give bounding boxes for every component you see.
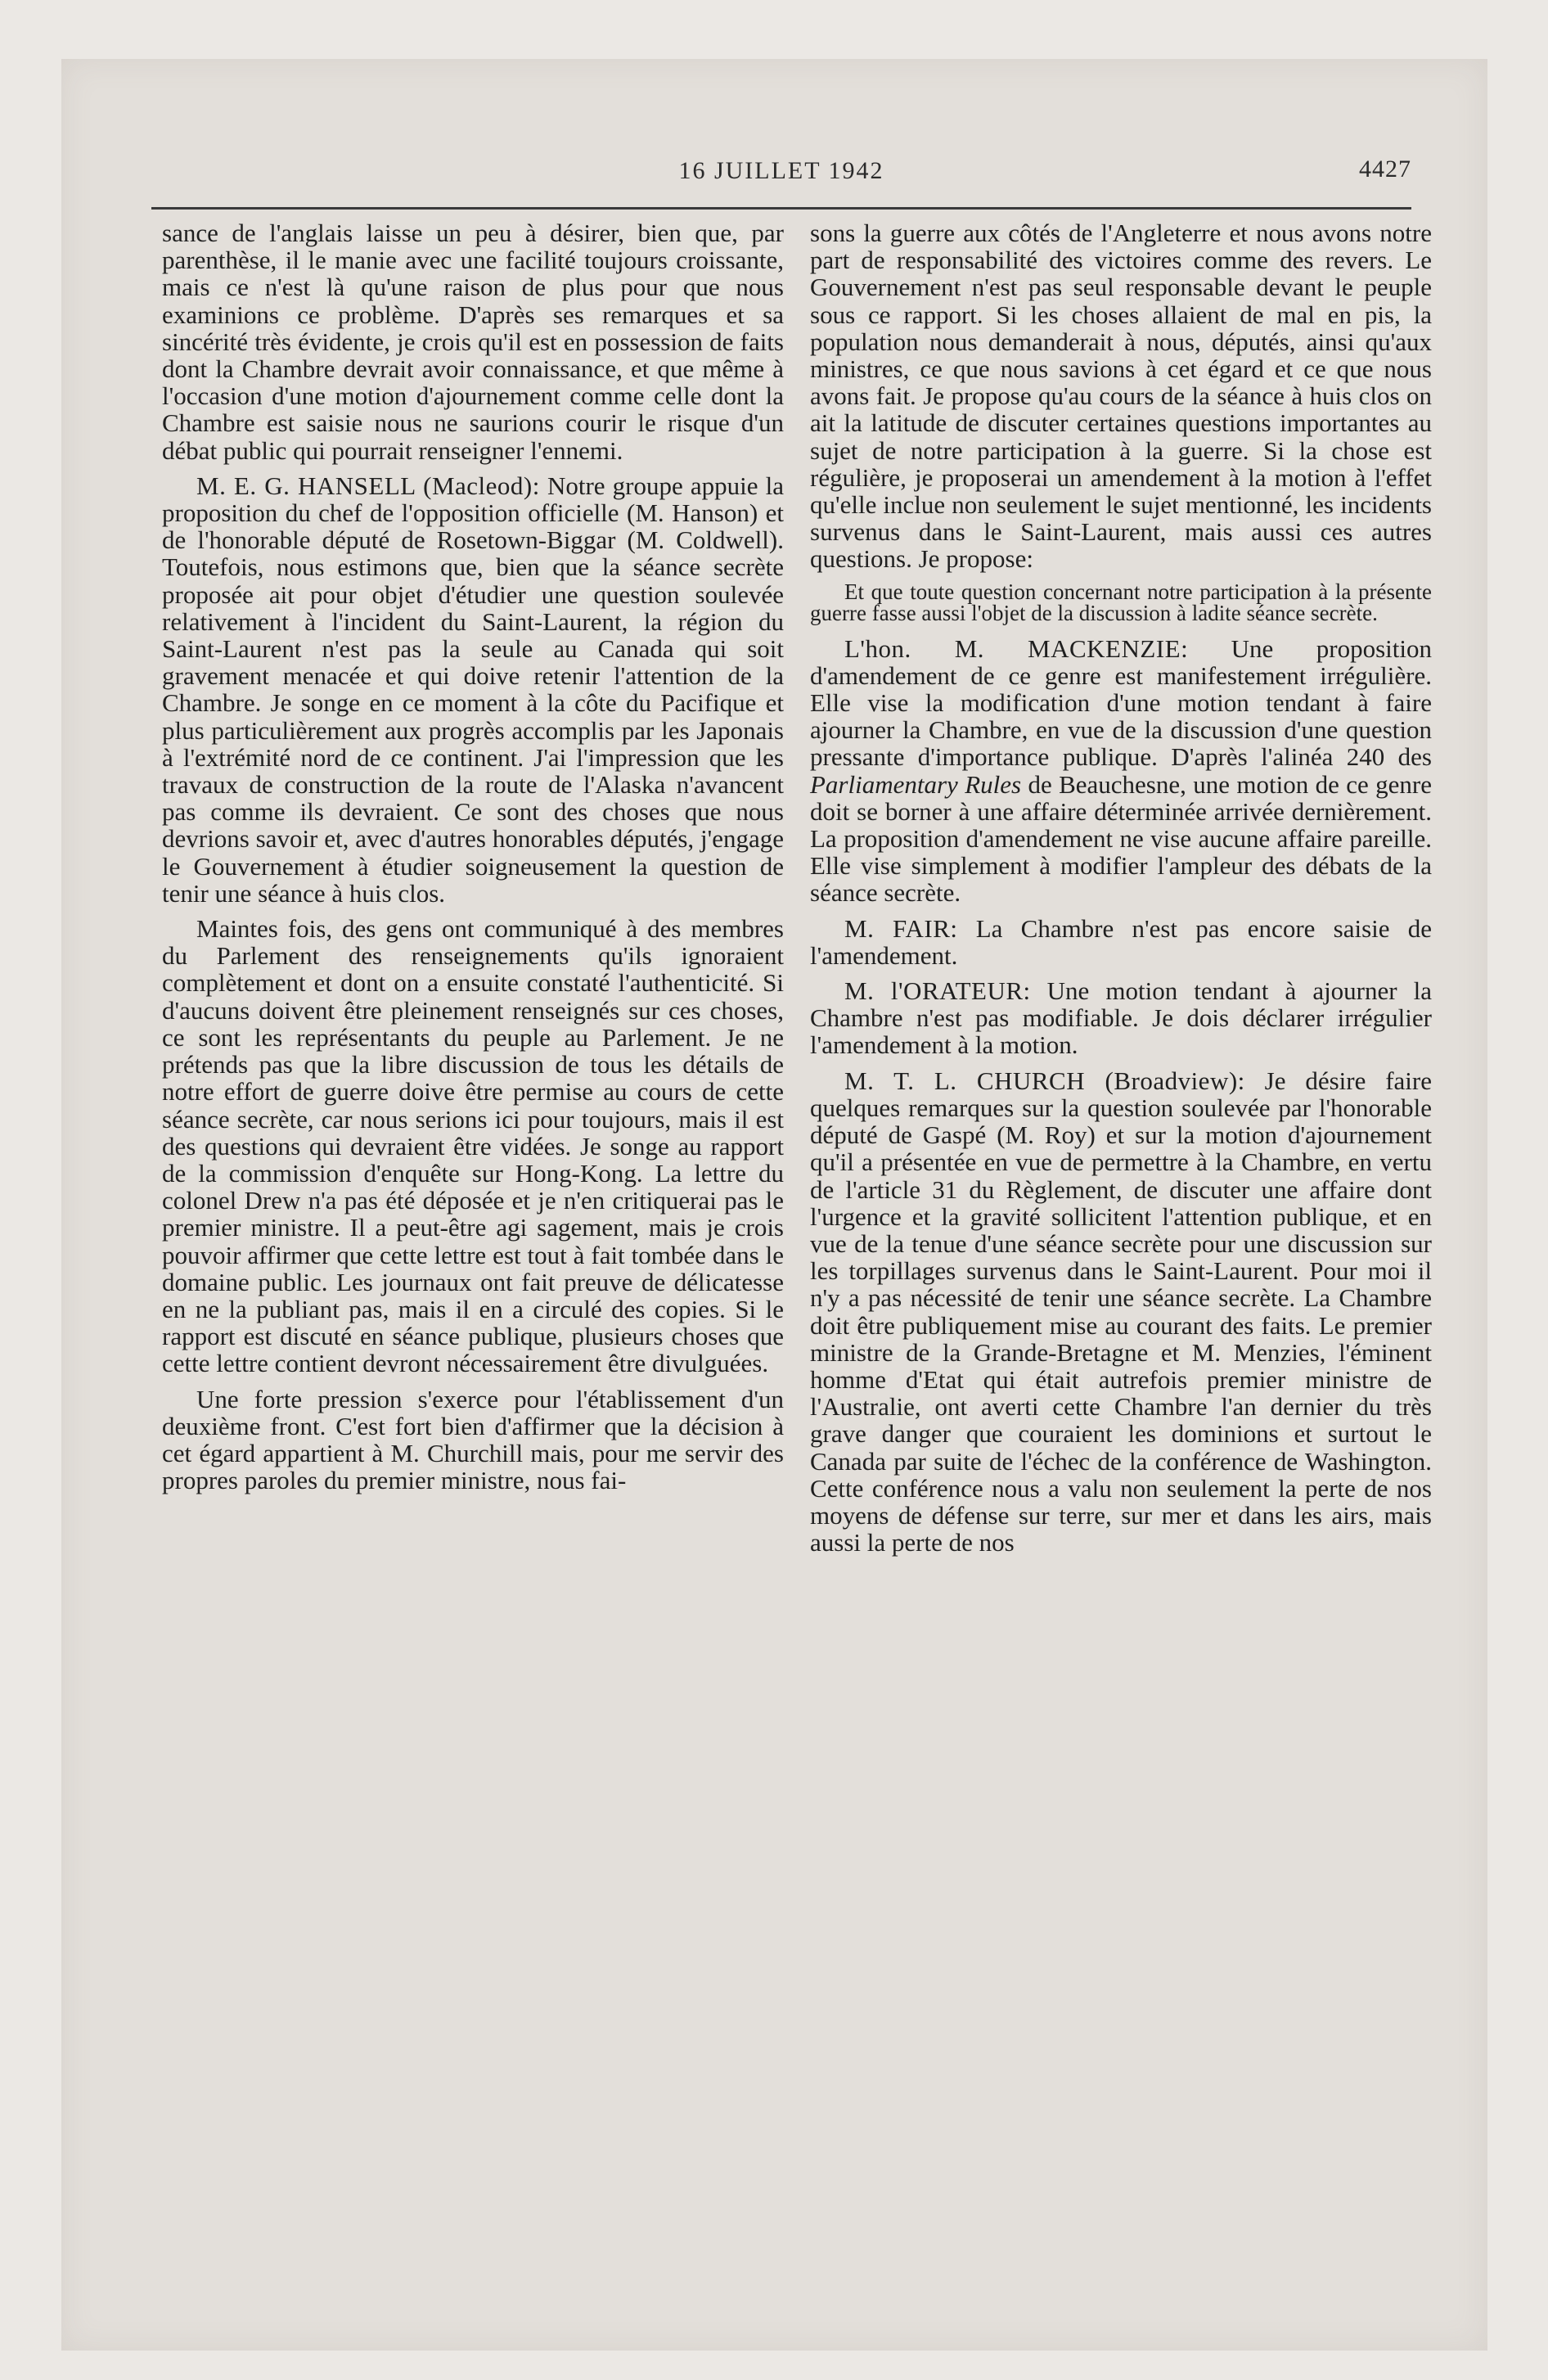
left-paragraph-2 (162, 472, 784, 907)
speaker-mackenzie: L'hon. M. MACKENZIE: (844, 633, 1189, 663)
header-rule (151, 207, 1411, 210)
left-paragraph-3: Maintes fois, des gens ont communiqué à des membres du Parlement des renseignements qu'ils ignoraient complètement et dont on a ensuite constaté l'authenticité. Si d'aucuns doivent être pleinement renseignés sur ces choses, ce sont les représentants du peuple au Parlement. Je ne prétends pas que la libre discussion de tous les détails de notre effort de guerre doive être permise au cours de cette séance secrète, car nous serions ici pour toujours, mais il est des questions qui devraient être vidées. Je songe au rapport de la commission d'enquête sur Hong-Kong. La lettre du colonel Drew n'a pas été déposée et je n'en critiquerai pas le premier ministre. Il a peut-être agi sagement, mais je crois pouvoir affirmer que cette lettre est tout à fait tombée dans le domaine public. Les journaux ont fait preuve de délicatesse en ne la publiant pas, mais il en a circulé des copies. Si le rapport est discuté en séance publique, plusieurs choses que cette lettre contient devront nécessairement être divulguées. (162, 914, 784, 1378)
fair-speech: La Chambre n'est pas encore saisie de l'amendement. (810, 913, 1432, 970)
right-paragraph-5 (810, 1067, 1432, 1557)
parliamentary-rules-title: Parliamentary Rules (810, 769, 1022, 799)
church-speech: Je désire faire quelques remarques sur la question soulevée par l'honorable député de Gaspé (M. Roy) et sur la motion d'ajournement qu'il a présentée en vue de permettre à la Chambre, en vertu de l'article 31 du Règlement, de discuter une affaire dont l'urgence et la gravité sollicitent l'attention publique, et en vue de la tenue d'une séance secrète pour une discussion sur les torpillages survenus dans le Saint-Laurent. Pour moi il n'y a pas nécessité de tenir une séance secrète. La Chambre doit être publiquement mise au courant des faits. Le premier ministre de la Grande-Bretagne et M. Menzies, l'éminent homme d'Etat qui était autrefois premier ministre de l'Australie, ont averti cette Chambre l'an dernier du très grave danger que couraient les dominions et surtout le Canada par suite de l'échec de la conférence de Washington. Cette conférence nous a valu non seulement la perte de nos moyens de défense sur terre, sur mer et dans les airs, mais aussi la perte de nos (810, 1066, 1433, 1557)
orateur-speech: Une motion tendant à ajourner la Chambre n'est pas modifiable. Je dois déclarer irrégulier l'amendement à la motion. (810, 976, 1433, 1060)
right-paragraph-3 (810, 915, 1432, 969)
right-paragraph-1: sons la guerre aux côtés de l'Angleterre et nous avons notre part de responsabilité des victoires comme des revers. Le Gouvernement n'est pas seul responsable devant le peuple sous ce rapport. Si les choses allaient de mal en pis, la population nous demanderait à nous, députés, ainsi qu'aux ministres, ce que nous savions à cet égard et ce que nous avons fait. Je propose qu'au cours de la séance à huis clos on ait la latitude de discuter certaines questions importantes au sujet de notre participation à la guerre. Si la chose est régulière, je proposerai un amendement à la motion à l'effet qu'elle inclue non seulement le sujet mentionné, les incidents survenus dans le Saint-Laurent, mais aussi ces autres questions. Je propose: (810, 219, 1432, 574)
speaker-church: M. T. L. CHURCH (Broadview): (844, 1066, 1245, 1095)
right-column (810, 219, 1432, 1556)
amendment-quote: Et que toute question concernant notre participation à la présente guerre fasse aussi l'objet de la discussion à ladite séance secrète. (810, 579, 1432, 625)
right-paragraph-2 (810, 635, 1432, 907)
running-header (151, 152, 1411, 201)
speaker-hansell: M. E. G. HANSELL (Macleod): (196, 471, 540, 500)
left-paragraph-4: Une forte pression s'exerce pour l'établissement d'un deuxième front. C'est fort bien d'affirmer que la décision à cet égard appartient à M. Churchill mais, pour me servir des propres paroles du premier ministre, nous fai- (162, 1384, 784, 1495)
speaker-orateur: M. l'ORATEUR: (844, 976, 1031, 1006)
hansell-speech: Notre groupe appuie la proposition du chef de l'opposition officielle (M. Hanson) et de l'honorable député de Rosetown-Biggar (M. Coldwell). Toutefois, nous estimons que, bien que la séance secrète proposée ait pour objet d'étudier une question soulevée relativement à l'incident du Saint-Laurent, la région du Saint-Laurent n'est pas la seule au Canada qui soit gravement menacée et qui doive retenir l'attention de la Chambre. Je songe en ce moment à la côte du Pacifique et plus particulièrement aux progrès accomplis par les Japonais à l'extrémité nord de ce continent. J'ai l'impression que les travaux de construction de la route de l'Alaska n'avancent pas comme ils devraient. Ce sont des choses que nous devrions savoir et, avec d'autres honorables députés, j'engage le Gouvernement à étudier soigneusement la question de tenir une séance à huis clos. (162, 471, 784, 908)
mackenzie-speech-a: Une proposition d'amendement de ce genre est manifestement irrégulière. Elle vise la modification d'une motion tendant à faire ajourner la Chambre, en vue de la discussion d'une question pressante d'importance publique. D'après l'alinéa 240 des (810, 633, 1433, 772)
mackenzie-speech-b: de Beauchesne, une motion de ce genre doit se borner à une affaire déterminée arrivée dernièrement. La proposition d'amendement ne vise aucune affaire pareille. Elle vise simplement à modifier l'ampleur des débats de la séance secrète. (810, 769, 1432, 908)
page-number: 4427 (1359, 156, 1411, 183)
speaker-fair: M. FAIR: (844, 913, 958, 943)
left-paragraph-1: sance de l'anglais laisse un peu à désirer, bien que, par parenthèse, il le manie avec une facilité toujours croissante, mais ce n'est là qu'une raison de plus pour que nous examinions ce problème. D'après ses remarques et sa sincérité très évidente, je crois qu'il est en possession de faits dont la Chambre devrait avoir connaissance, et que même à l'occasion d'une motion d'ajournement comme celle dont la Chambre est saisie nous ne saurions courir le risque d'un débat public qui pourrait renseigner l'ennemi. (162, 219, 784, 465)
header-date: 16 JUILLET 1942 (678, 157, 884, 184)
right-paragraph-4 (810, 977, 1432, 1059)
left-column (162, 219, 784, 1494)
